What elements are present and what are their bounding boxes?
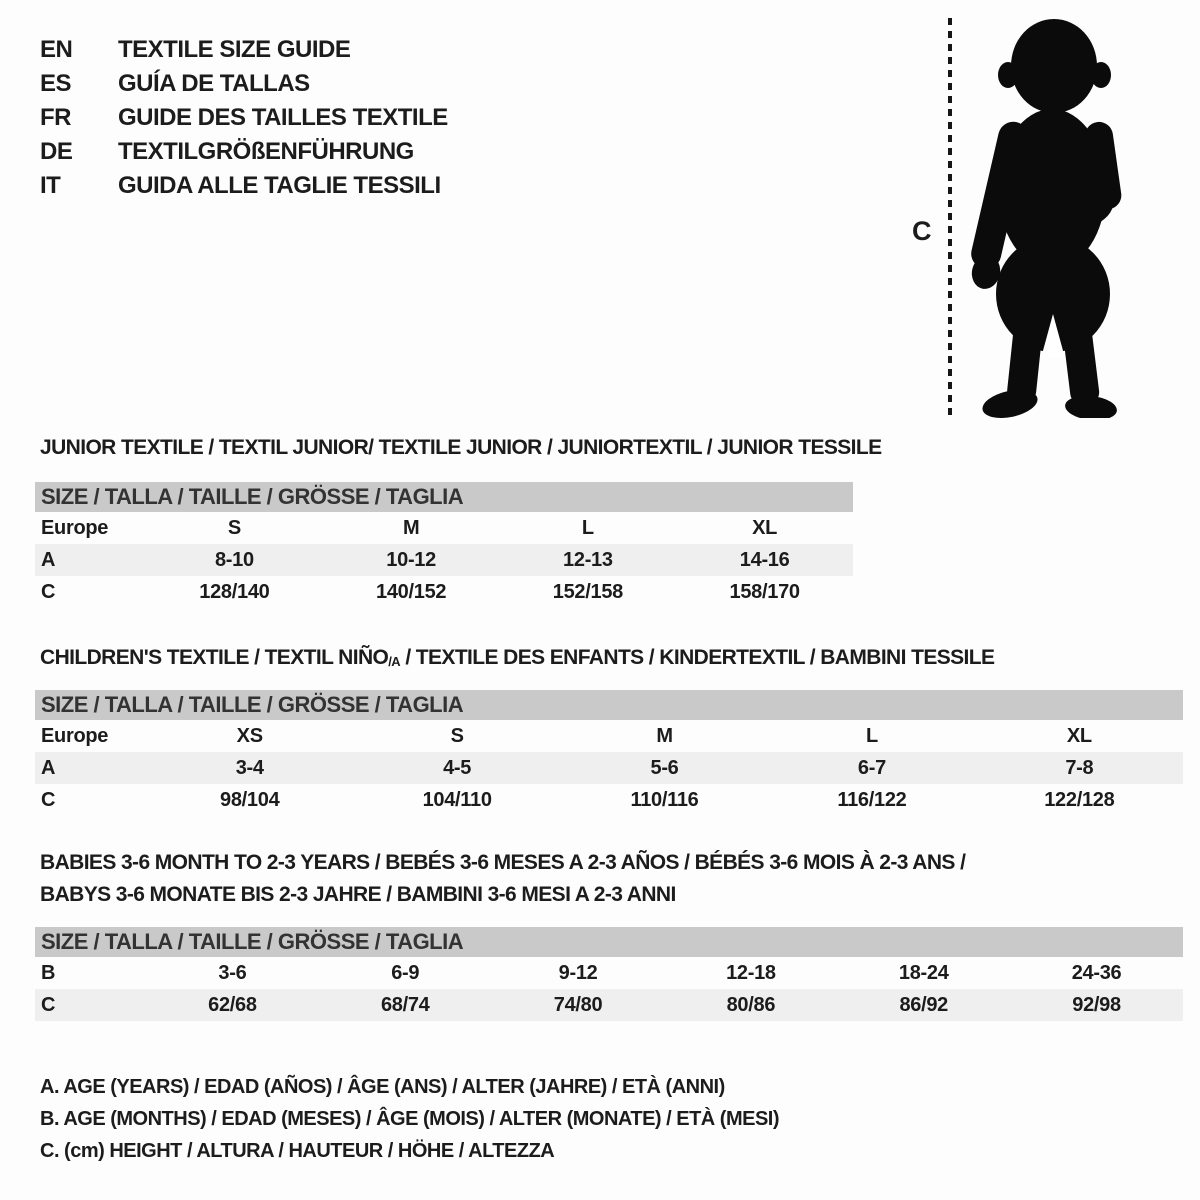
column-header-cell: L — [581, 517, 594, 539]
table-row-height — [35, 576, 853, 608]
language-list — [40, 33, 448, 203]
table-cell: 62/68 — [208, 994, 257, 1016]
junior-size-table — [35, 482, 853, 608]
legend-line-c: C. (cm) HEIGHT / ALTURA / HAUTEUR / HÖHE / ALTEZZA — [40, 1140, 555, 1162]
children-title-main: CHILDREN'S TEXTILE / TEXTIL NIÑO — [40, 646, 389, 669]
row-label-cell: C — [41, 581, 56, 603]
table-cell: 158/170 — [729, 581, 800, 603]
table-row-age — [35, 752, 1183, 784]
table-cell: 6-9 — [391, 962, 420, 984]
region-label-cell: Europe — [41, 725, 109, 747]
table-cell: 152/158 — [552, 581, 623, 603]
lang-row-es — [40, 67, 448, 101]
lang-code: DE — [40, 138, 73, 165]
lang-code: EN — [40, 36, 73, 63]
table-row-columns — [35, 720, 1183, 752]
table-row-height — [35, 989, 1183, 1021]
babies-title-line2: BABYS 3-6 MONATE BIS 2-3 JAHRE / BAMBINI 3-6 MESI A 2-3 ANNI — [40, 883, 676, 906]
table-cell: 140/152 — [376, 581, 447, 603]
legend-line-b: B. AGE (MONTHS) / EDAD (MESES) / ÂGE (MOIS) / ALTER (MONATE) / ETÀ (MESI) — [40, 1108, 780, 1130]
lang-row-de — [40, 135, 448, 169]
table-cell: 3-4 — [235, 757, 264, 779]
column-header-cell: S — [227, 517, 241, 539]
legend-line-a: A. AGE (YEARS) / EDAD (AÑOS) / ÂGE (ANS) / ALTER (JAHRE) / ETÀ (ANNI) — [40, 1076, 725, 1098]
lang-row-fr — [40, 101, 448, 135]
table-row-age — [35, 544, 853, 576]
children-title-subscript: /A — [388, 654, 401, 669]
size-header-bar: SIZE / TALLA / TAILLE / GRÖSSE / TAGLIA — [35, 927, 1183, 957]
lang-title: GUIDE DES TAILLES TEXTILE — [118, 104, 448, 131]
babies-section-title — [40, 847, 965, 911]
height-measure-dashed-line — [948, 18, 952, 416]
table-cell: 6-7 — [857, 757, 886, 779]
table-cell: 12-18 — [726, 962, 776, 984]
table-cell: 9-12 — [558, 962, 598, 984]
table-cell: 122/128 — [1044, 789, 1115, 811]
size-header-bar: SIZE / TALLA / TAILLE / GRÖSSE / TAGLIA — [35, 482, 853, 512]
row-label-cell: A — [41, 549, 56, 571]
table-row-age-months — [35, 957, 1183, 989]
table-cell: 7-8 — [1065, 757, 1094, 779]
table-cell: 104/110 — [422, 789, 492, 811]
junior-section-title: JUNIOR TEXTILE / TEXTIL JUNIOR/ TEXTILE JUNIOR / JUNIORTEXTIL / JUNIOR TESSILE — [40, 436, 882, 459]
table-cell: 80/86 — [726, 994, 776, 1016]
row-label-cell: B — [41, 962, 56, 984]
table-cell: 8-10 — [214, 549, 254, 571]
lang-code: ES — [40, 70, 72, 97]
table-cell: 128/140 — [199, 581, 270, 603]
table-row-columns — [35, 512, 853, 544]
table-cell: 68/74 — [380, 994, 430, 1016]
table-cell: 14-16 — [739, 549, 790, 571]
babies-size-table — [35, 927, 1183, 1021]
table-cell: 3-6 — [218, 962, 247, 984]
toddler-silhouette-image — [962, 14, 1140, 418]
lang-row-it — [40, 169, 448, 203]
table-cell: 116/122 — [837, 789, 907, 811]
column-header-cell: S — [450, 725, 464, 747]
table-cell: 86/92 — [899, 994, 948, 1016]
table-cell: 24-36 — [1071, 962, 1122, 984]
table-cell: 12-13 — [563, 549, 613, 571]
children-title-rest: / TEXTILE DES ENFANTS / KINDERTEXTIL / BAMBINI TESSILE — [400, 646, 995, 669]
table-cell: 74/80 — [553, 994, 603, 1016]
table-cell: 92/98 — [1072, 994, 1121, 1016]
table-cell: 5-6 — [650, 757, 679, 779]
table-cell: 4-5 — [443, 757, 472, 779]
children-size-table — [35, 690, 1183, 816]
column-header-cell: XL — [752, 517, 778, 539]
legend-notes — [40, 1071, 779, 1167]
column-header-cell: XS — [236, 725, 263, 747]
lang-title: GUIDA ALLE TAGLIE TESSILI — [118, 172, 441, 199]
table-row-height — [35, 784, 1183, 816]
column-header-cell: XL — [1066, 725, 1092, 747]
lang-title: GUÍA DE TALLAS — [118, 70, 310, 97]
babies-title-line1: BABIES 3-6 MONTH TO 2-3 YEARS / BEBÉS 3-6 MESES A 2-3 AÑOS / BÉBÉS 3-6 MOIS À 2-3 ANS / — [40, 851, 966, 874]
row-label-cell: C — [41, 789, 56, 811]
lang-title: TEXTILGRÖßENFÜHRUNG — [118, 138, 414, 165]
column-header-cell: M — [656, 725, 673, 747]
row-label-cell: A — [41, 757, 56, 779]
lang-row-en — [40, 33, 448, 67]
size-header-bar: SIZE / TALLA / TAILLE / GRÖSSE / TAGLIA — [35, 690, 1183, 720]
table-cell: 98/104 — [220, 789, 280, 811]
region-label-cell: Europe — [41, 517, 109, 539]
row-label-cell: C — [41, 994, 56, 1016]
height-measure-label: C — [912, 216, 931, 246]
lang-code: FR — [40, 104, 71, 131]
table-cell: 18-24 — [898, 962, 949, 984]
column-header-cell: L — [865, 725, 878, 747]
lang-code: IT — [40, 172, 61, 199]
lang-title: TEXTILE SIZE GUIDE — [118, 36, 351, 63]
table-cell: 110/116 — [630, 789, 699, 811]
table-cell: 10-12 — [386, 549, 436, 571]
column-header-cell: M — [402, 517, 420, 539]
children-section-title — [40, 646, 994, 670]
